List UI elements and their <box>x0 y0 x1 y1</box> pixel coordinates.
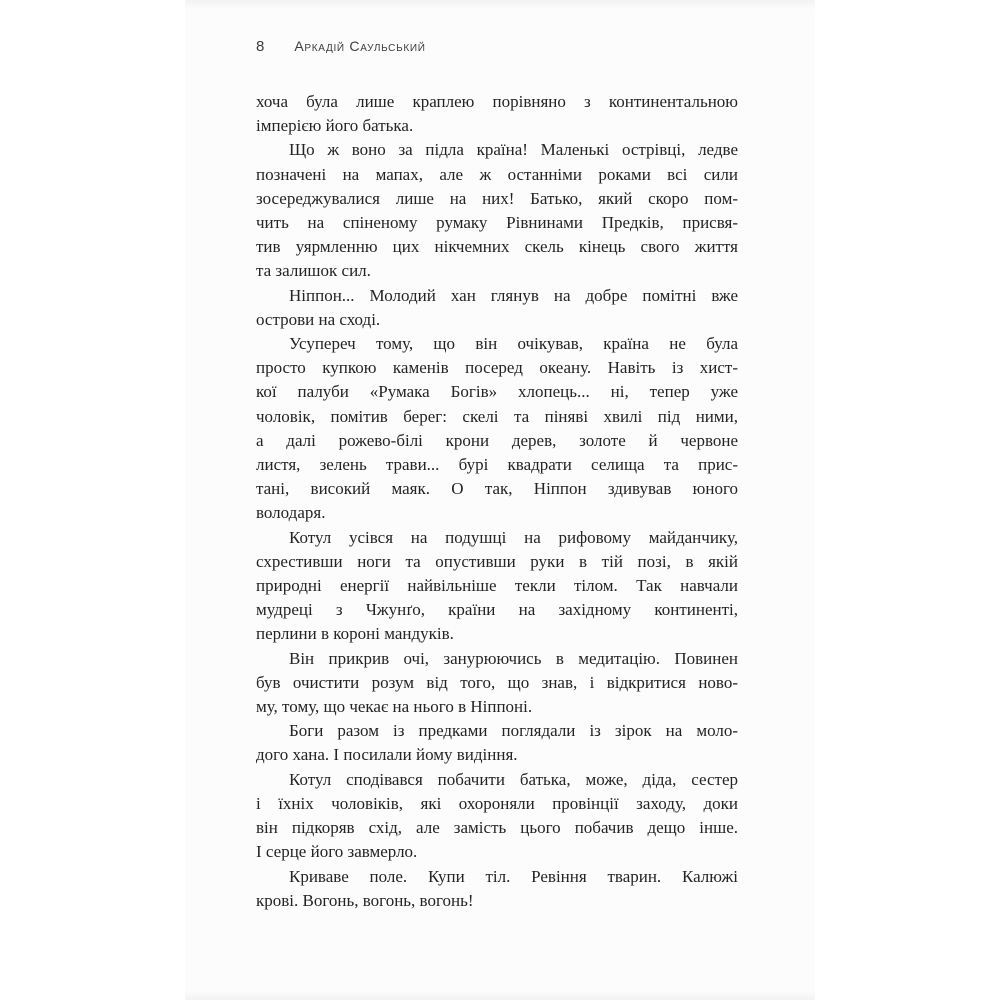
text-line: позначені на мапах, але ж останніми роками всі сили <box>256 164 738 184</box>
text-line: хоча була лише краплею порівняно з континентальною <box>256 92 738 111</box>
text-line: був очистити розум від того, що знав, і відкритися ново- <box>256 672 738 692</box>
text-line: дого хана. І посилали йому видіння. <box>256 745 518 765</box>
text-line: зосереджувалися лише на них! Батько, який скоро пом- <box>256 188 738 208</box>
running-head <box>256 38 738 56</box>
text-line: чить на спіненому румаку Рівнинами Предків, присвя- <box>256 213 738 233</box>
text-line: Котул усівся на подушці на рифовому майданчику, <box>289 527 738 547</box>
text-line: Ніппон... Молодий хан глянув на добре помітні вже <box>289 285 738 305</box>
paragraph <box>256 647 738 720</box>
text-line: просто купкою каменів посеред океану. Навіть із хист- <box>256 358 738 378</box>
text-line: І серце його завмерло. <box>256 842 418 862</box>
text-line: природні енергії найвільніше текли тілом. Так навчали <box>256 576 738 596</box>
page-content <box>256 38 738 913</box>
text-line: острови на сході. <box>256 309 381 329</box>
text-line: тані, високий маяк. О так, Ніппон здивував юного <box>256 479 738 499</box>
text-line: і їхніх чоловіків, які охороняли провінції заходу, доки <box>256 793 738 813</box>
body-text <box>256 90 738 913</box>
paragraph <box>256 90 738 138</box>
text-line: тив уярмленню цих нікчемних скель кінець свого життя <box>256 237 738 257</box>
page-number: 8 <box>256 38 265 55</box>
text-line: мудреці з Чжунґо, країни на західному континенті, <box>256 600 738 620</box>
text-line: перлини в короні мандуків. <box>256 624 454 644</box>
text-line: чоловік, помітив берег: скелі та піняві хвилі під ними, <box>256 406 738 426</box>
text-line: Що ж воно за підла країна! Маленькі острівці, ледве <box>289 140 738 160</box>
text-line: та залишок сил. <box>256 261 371 281</box>
text-line: схрестивши ноги та опустивши руки в тій позі, в якій <box>256 551 738 571</box>
text-line: Криваве поле. Купи тіл. Ревіння тварин. Калюжі <box>289 866 738 886</box>
text-line: імперією його батька. <box>256 116 414 136</box>
text-line: Боги разом із предками поглядали із зірок на моло- <box>289 721 738 741</box>
paragraph <box>256 865 738 913</box>
text-line: Він прикрив очі, занурюючись в медитацію. Повинен <box>289 648 738 668</box>
paragraph <box>256 768 738 865</box>
text-line: листя, зелень трави... бурі квадрати селища та прис- <box>256 455 738 475</box>
text-line: він підкоряв схід, але замість цього побачив дещо інше. <box>256 818 738 838</box>
text-line: кої палуби «Румака Богів» хлопець... ні, тепер уже <box>256 382 738 402</box>
paragraph <box>256 332 738 526</box>
book-page <box>185 0 815 1000</box>
paragraph <box>256 284 738 332</box>
paragraph <box>256 526 738 647</box>
text-line: му, тому, що чекає на нього в Ніппоні. <box>256 697 533 717</box>
text-line: Усупереч тому, що він очікував, країна не була <box>289 334 738 354</box>
text-line: а далі рожево-білі крони дерев, золоте й червоне <box>256 430 738 450</box>
paragraph <box>256 719 738 767</box>
text-line: крові. Вогонь, вогонь, вогонь! <box>256 890 474 910</box>
text-line: володаря. <box>256 503 326 523</box>
text-line: Котул сподівався побачити батька, може, діда, сестер <box>289 769 738 789</box>
paragraph <box>256 138 738 283</box>
running-head-author: Аркадій Саульський <box>294 38 426 54</box>
